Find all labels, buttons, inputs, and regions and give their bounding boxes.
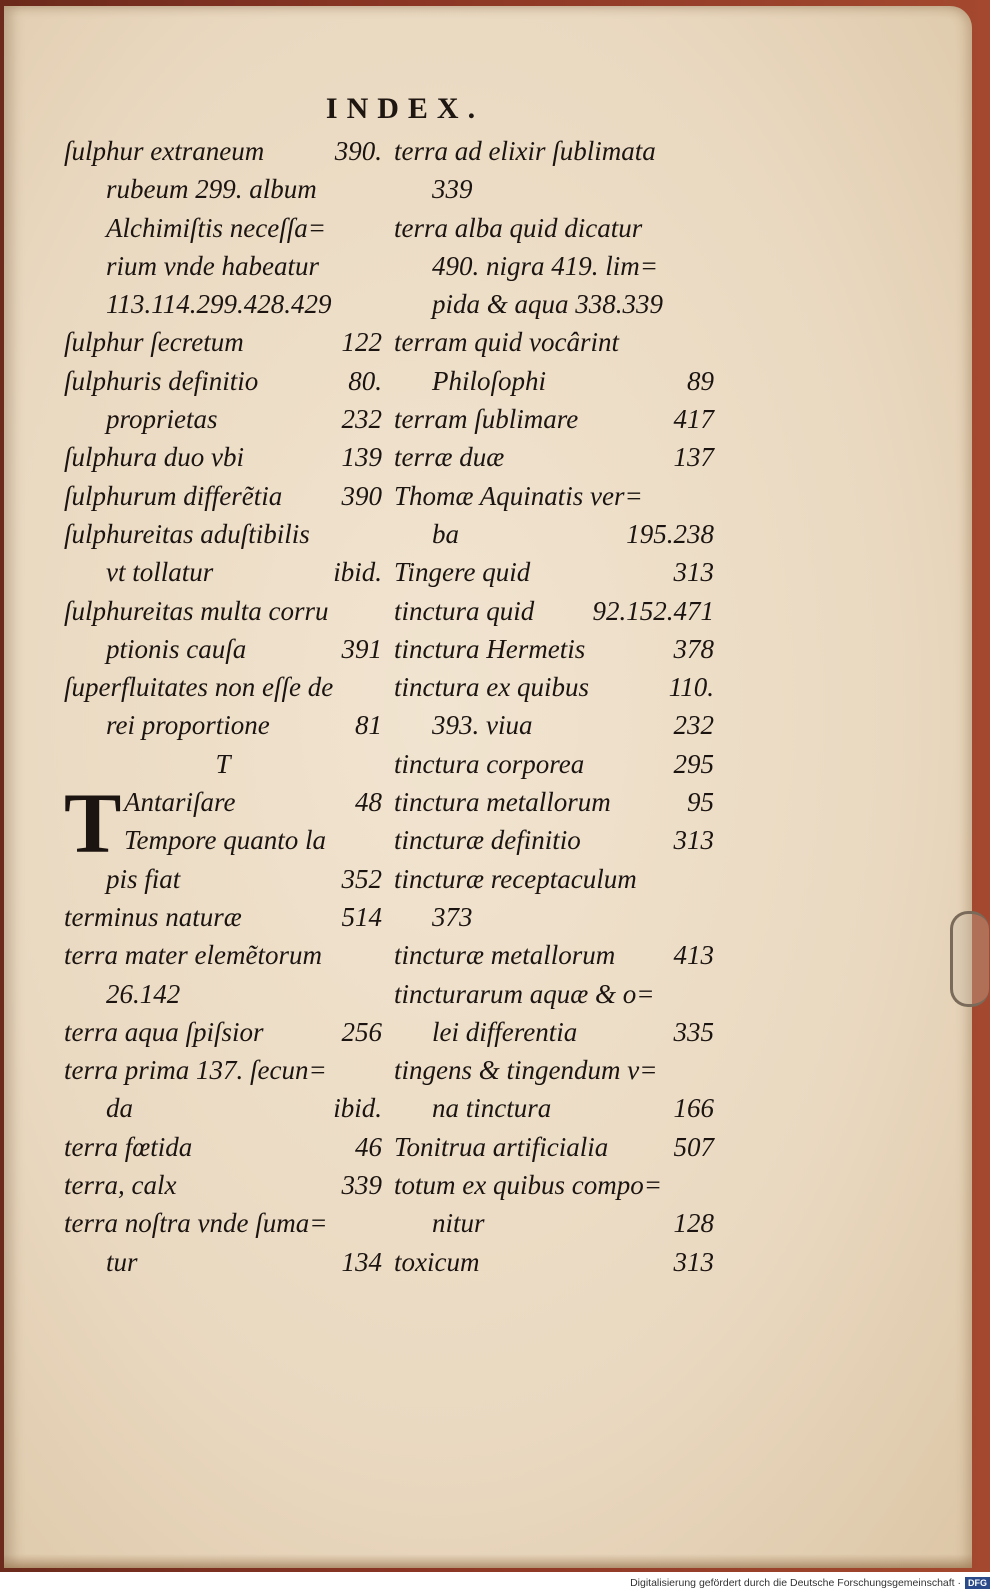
index-column-right (394, 132, 714, 1281)
entry-text: terræ duæ (394, 442, 505, 473)
index-entry (394, 1243, 714, 1281)
entry-page-number: 48 (355, 787, 382, 818)
index-entry (394, 170, 714, 208)
entry-text: 26.142 (106, 978, 181, 1009)
index-entry (394, 745, 714, 783)
index-entry (64, 706, 382, 744)
index-entry (64, 170, 382, 208)
entry-text: rubeum 299. album (106, 174, 317, 205)
index-entry (64, 898, 382, 936)
entry-text: Alchimiſtis neceſſa= (106, 212, 326, 243)
entry-text: tinctura metallorum (394, 787, 611, 818)
entry-text: vt tollatur (106, 557, 214, 588)
entry-text: tincturæ receptaculum (394, 863, 637, 894)
entry-page-number: 391 (341, 633, 382, 664)
entry-text: terra fœtida (64, 1131, 193, 1162)
index-entry (394, 630, 714, 668)
footer-text: Digitalisierung gefördert durch die Deutsche Forschungsgemeinschaft · (630, 1577, 961, 1589)
entry-text: Tingere quid (394, 557, 531, 588)
entry-text: Tempore quanto la (124, 825, 327, 856)
entry-text: da (106, 1093, 133, 1124)
entry-text: terra alba quid dicatur (394, 212, 643, 243)
dropcap-entry (64, 775, 382, 872)
entry-text: Philoſophi (432, 365, 546, 396)
entry-text: rium vnde habeatur (106, 250, 319, 281)
entry-text: tinctura corporea (394, 748, 585, 779)
entry-page-number: 417 (673, 404, 714, 435)
index-entry (64, 400, 382, 438)
index-entry (394, 975, 714, 1013)
entry-text: ſuperfluitates non eſſe de (64, 672, 334, 703)
entry-page-number: ibid. (333, 1093, 382, 1124)
index-entry (394, 515, 714, 553)
entry-text: ba (432, 518, 459, 549)
index-entry (394, 898, 714, 936)
entry-text: 393. viua (432, 710, 533, 741)
entry-page-number: 92.152.471 (592, 595, 714, 626)
entry-text: Antariſare (124, 787, 236, 818)
entry-text: tinctura quid (394, 595, 535, 626)
entry-page-number: 232 (341, 404, 382, 435)
entry-page-number: 378 (673, 633, 714, 664)
index-entry (64, 438, 382, 476)
entry-text: tinctura Hermetis (394, 633, 586, 664)
index-entry (394, 592, 714, 630)
entry-text: tincturæ metallorum (394, 940, 616, 971)
index-entry (64, 1051, 382, 1089)
index-entry (124, 821, 382, 859)
index-entry (64, 668, 382, 706)
entry-text: terram quid vocârint (394, 327, 619, 358)
entry-text: 339 (432, 174, 473, 205)
entry-text: ſulphurum differẽtia (64, 480, 283, 511)
entry-page-number: 390 (341, 480, 382, 511)
index-entry (394, 821, 714, 859)
index-entry (124, 783, 382, 821)
entry-page-number: 110. (668, 672, 714, 703)
entry-page-number: 81 (355, 710, 382, 741)
entry-text: 113.114.299.428.429 (106, 289, 332, 320)
entry-text: pis fiat (106, 863, 181, 894)
section-letter: T (215, 748, 231, 779)
entry-text: ſulphuris definitio (64, 365, 259, 396)
entry-page-number: 313 (673, 1246, 714, 1277)
entry-text: nitur (432, 1208, 485, 1239)
index-entry (394, 477, 714, 515)
index-entry (64, 592, 382, 630)
entry-text: toxicum (394, 1246, 480, 1277)
entry-text: terra noſtra vnde ſuma= (64, 1208, 328, 1239)
entry-text: ſulphureitas aduſtibilis (64, 518, 310, 549)
entry-text: 490. nigra 419. lim= (432, 250, 658, 281)
index-entry (64, 1013, 382, 1051)
entry-page-number: 507 (673, 1131, 714, 1162)
entry-page-number: 128 (673, 1208, 714, 1239)
index-entry (64, 477, 382, 515)
entry-text: tincturæ definitio (394, 825, 581, 856)
entry-text: terra aqua ſpiſsior (64, 1016, 264, 1047)
entry-page-number: 339 (341, 1170, 382, 1201)
entry-text: proprietas (106, 404, 218, 435)
index-entry (394, 1166, 714, 1204)
entry-page-number: 134 (341, 1246, 382, 1277)
index-entry (64, 323, 382, 361)
entry-text: 373 (432, 901, 473, 932)
entry-text: Thomæ Aquinatis ver= (394, 480, 643, 511)
entry-text: tincturarum aquæ & o= (394, 978, 655, 1009)
index-entry (64, 1128, 382, 1166)
entry-text: totum ex quibus compo= (394, 1170, 662, 1201)
entry-text: tur (106, 1246, 138, 1277)
entry-page-number: 89 (687, 365, 714, 396)
index-entry (64, 975, 382, 1013)
entry-text: ſulphura duo vbi (64, 442, 244, 473)
entry-text: tinctura ex quibus (394, 672, 589, 703)
entry-page-number: 256 (341, 1016, 382, 1047)
entry-page-number: 352 (341, 863, 382, 894)
index-entry (394, 1089, 714, 1127)
entry-page-number: 390. (334, 136, 382, 166)
index-entry (64, 515, 382, 553)
entry-text: Tonitrua artificialia (394, 1131, 609, 1162)
index-entry (394, 1128, 714, 1166)
index-entry (394, 438, 714, 476)
index-entry (394, 668, 714, 706)
index-column-left (64, 132, 382, 1281)
entry-text: terra prima 137. ſecun= (64, 1055, 327, 1086)
entry-page-number: 122 (341, 327, 382, 358)
entry-page-number: 95 (687, 787, 714, 818)
index-entry (64, 247, 382, 285)
entry-page-number: 413 (673, 940, 714, 971)
index-entry (64, 1166, 382, 1204)
index-entry (64, 1243, 382, 1281)
index-entry (394, 783, 714, 821)
index-entry (64, 553, 382, 591)
entry-page-number: 139 (341, 442, 382, 473)
entry-text: ſulphur ſecretum (64, 327, 244, 358)
dropcap-letter: T (64, 775, 122, 872)
index-entry (64, 1204, 382, 1242)
entry-text: na tinctura (432, 1093, 552, 1124)
entry-text: pida & aqua 338.339 (432, 289, 664, 320)
index-entry (394, 132, 714, 170)
index-entry (394, 860, 714, 898)
index-entry (394, 400, 714, 438)
index-entry (394, 553, 714, 591)
index-entry (394, 285, 714, 323)
entry-page-number: 295 (673, 748, 714, 779)
entry-page-number: 80. (348, 365, 382, 396)
entry-page-number: 46 (355, 1131, 382, 1162)
entry-text: tingens & tingendum v= (394, 1055, 658, 1086)
entry-text: terra ad elixir ſublimata (394, 136, 656, 166)
clasp-icon (950, 911, 989, 1007)
index-entry (64, 209, 382, 247)
entry-text: terra mater elemẽtorum (64, 940, 322, 971)
index-entry (394, 1204, 714, 1242)
entry-text: lei differentia (432, 1016, 578, 1047)
index-entry (394, 706, 714, 744)
entry-text: ptionis cauſa (106, 633, 247, 664)
entry-page-number: 137 (673, 442, 714, 473)
page-header: INDEX. (325, 92, 485, 125)
index-entry (64, 1089, 382, 1127)
index-entry (64, 285, 382, 323)
entry-text: terminus naturæ (64, 901, 242, 932)
index-entry (64, 362, 382, 400)
entry-page-number: 335 (673, 1016, 714, 1047)
entry-text: rei proportione (106, 710, 270, 741)
index-entry (64, 936, 382, 974)
index-entry (394, 1013, 714, 1051)
index-entry (64, 132, 382, 170)
entry-page-number: 232 (673, 710, 714, 741)
index-entry (394, 1051, 714, 1089)
index-entry (394, 247, 714, 285)
index-entry (394, 362, 714, 400)
entry-page-number: 313 (673, 557, 714, 588)
entry-page-number: ibid. (333, 557, 382, 588)
entry-text: ſulphureitas multa corru (64, 595, 329, 626)
dfg-logo-icon: DFG (965, 1577, 990, 1589)
entry-text: terra, calx (64, 1170, 177, 1201)
entry-page-number: 313 (673, 825, 714, 856)
entry-page-number: 166 (673, 1093, 714, 1124)
entry-page-number: 514 (341, 901, 382, 932)
index-entry (394, 209, 714, 247)
entry-text: terram ſublimare (394, 404, 579, 435)
footer-credit (600, 1576, 990, 1591)
index-entry (394, 323, 714, 361)
entry-page-number: 195.238 (626, 518, 714, 549)
entry-text: ſulphur extraneum (64, 136, 265, 166)
index-entry (64, 630, 382, 668)
index-entry (394, 936, 714, 974)
index-entry (64, 860, 382, 898)
